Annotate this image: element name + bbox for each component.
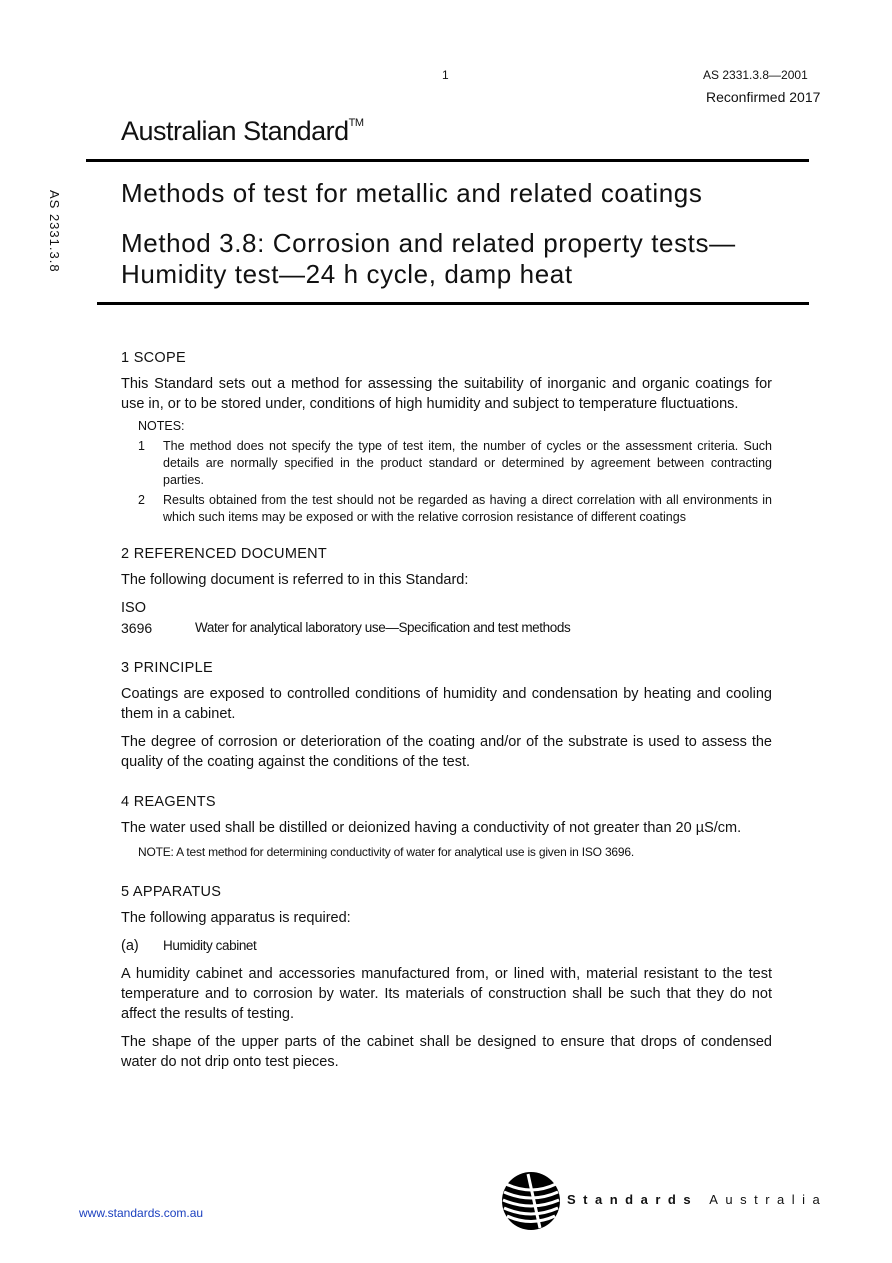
section-reagents <box>121 792 772 862</box>
standards-australia-logo <box>500 1170 840 1232</box>
website-link[interactable]: www.standards.com.au <box>79 1206 204 1220</box>
section-apparatus <box>121 882 772 1072</box>
note-item <box>138 438 772 489</box>
side-code: AS 2331.3.8 <box>47 190 62 273</box>
top-rule <box>86 159 809 162</box>
section-heading: 1 SCOPE <box>121 350 186 366</box>
item-label: (a) <box>121 938 139 954</box>
paragraph: The degree of corrosion or deterioration of the coating and/or of the substrate is used to assess the quality of the coating against the conditions of the test. <box>121 734 772 770</box>
logo-wordmark <box>567 1192 827 1207</box>
reference-code: 3696 <box>121 620 153 636</box>
paragraph: The shape of the upper parts of the cabinet shall be designed to ensure that drops of condensed water do not drip onto test pieces. <box>121 1034 772 1070</box>
section-referenced <box>121 544 772 638</box>
paragraph: The water used shall be distilled or deionized having a conductivity of not greater than 20 µS/cm. <box>121 820 742 836</box>
standard-title <box>121 116 364 147</box>
item-title: Humidity cabinet <box>163 938 257 953</box>
section-heading: 5 APPARATUS <box>121 884 222 900</box>
note-number: 2 <box>138 493 145 507</box>
reconfirmed-label: Reconfirmed 2017 <box>706 89 821 105</box>
logo-emblem-icon <box>500 1170 562 1232</box>
note-text: The method does not specify the type of test item, the number of cycles or the assessment criteria. Such details are normally specified in the product standard or determined by agreement between contracting parties. <box>163 439 772 487</box>
standard-code: AS 2331.3.8—2001 <box>703 68 808 82</box>
note-text: Results obtained from the test should not be regarded as having a direct correlation with all environments in which such items may be exposed or with the relative corrosion resistance of different coatings <box>163 493 772 524</box>
section-heading: 4 REAGENTS <box>121 794 216 810</box>
list-item <box>121 936 772 956</box>
note-text: NOTE: A test method for determining conductivity of water for analytical use is given in ISO 3696. <box>138 845 634 859</box>
paragraph: This Standard sets out a method for assessing the suitability of inorganic and organic coatings for use in, or to be stored under, conditions of high humidity and subject to temperature fluctuations. <box>121 376 772 412</box>
document-body <box>121 348 772 1086</box>
reference-entry <box>121 618 772 638</box>
paragraph: The following apparatus is required: <box>121 910 351 926</box>
note-number: 1 <box>138 439 145 453</box>
paragraph: A humidity cabinet and accessories manufactured from, or lined with, material resistant to the test temperature and to corrosion by water. Its materials of construction shall be such that they do not affect the results of testing. <box>121 966 772 1022</box>
section-heading: 3 PRINCIPLE <box>121 660 213 676</box>
note-item <box>138 492 772 526</box>
document-title: Methods of test for metallic and related coatings <box>121 178 703 208</box>
document-subtitle: Method 3.8: Corrosion and related property tests—Humidity test—24 h cycle, damp heat <box>121 228 736 289</box>
reference-org: ISO <box>121 600 146 616</box>
standard-title-text: Australian Standard <box>121 116 349 146</box>
bottom-rule <box>97 302 809 305</box>
notes-heading: NOTES: <box>138 419 185 433</box>
page-number: 1 <box>442 68 449 82</box>
section-principle <box>121 658 772 772</box>
trademark: TM <box>348 117 364 129</box>
paragraph: Coatings are exposed to controlled conditions of humidity and condensation by heating and cooling them in a cabinet. <box>121 686 772 722</box>
reference-title: Water for analytical laboratory use—Specification and test methods <box>195 620 571 635</box>
section-scope <box>121 348 772 526</box>
logo-word-australia: Australia <box>709 1192 828 1207</box>
paragraph: The following document is referred to in this Standard: <box>121 572 469 588</box>
logo-word-standards: Standards <box>567 1192 699 1207</box>
section-heading: 2 REFERENCED DOCUMENT <box>121 546 328 562</box>
